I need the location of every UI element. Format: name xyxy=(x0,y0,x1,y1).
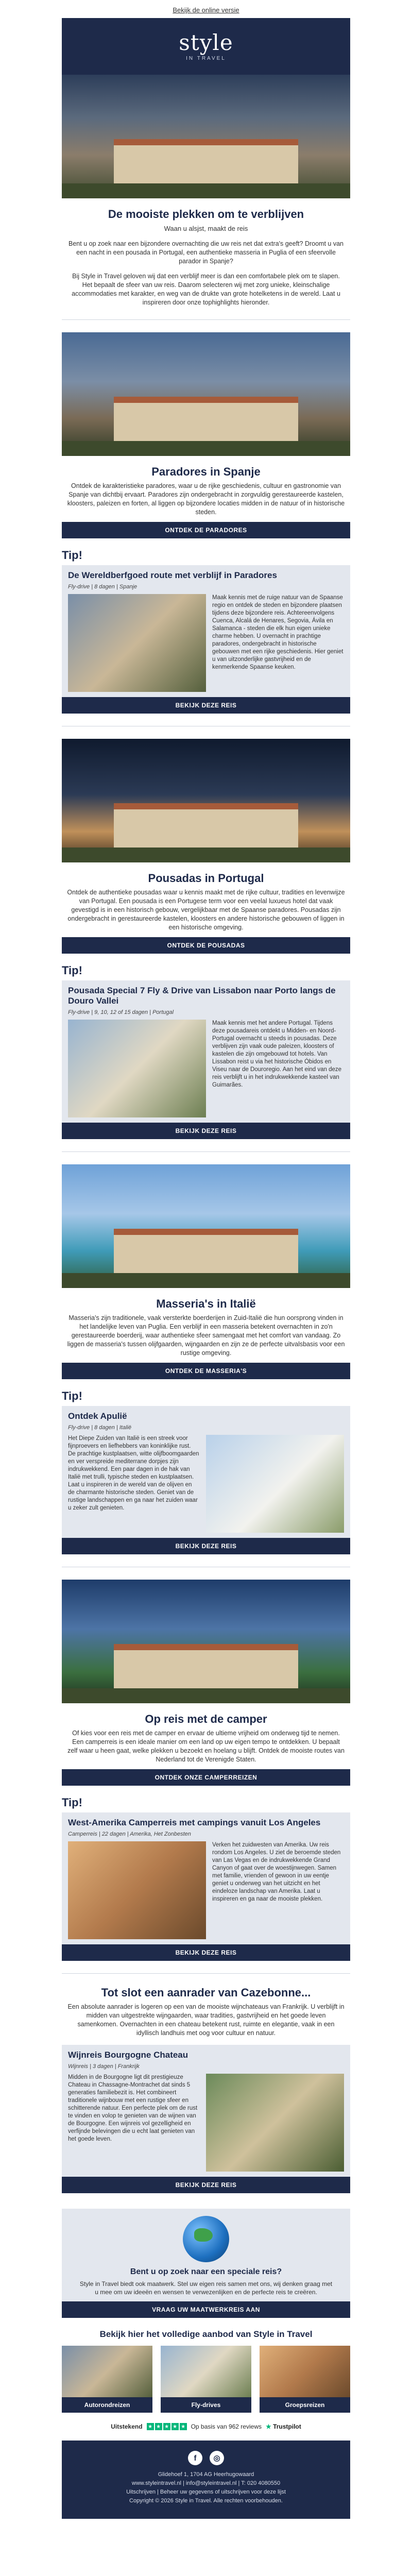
star-icon: ★ xyxy=(163,2423,170,2430)
footer-contact[interactable]: www.styleintravel.nl | info@styleintravel.nl | T: 020 4080550 xyxy=(131,2480,281,2486)
star-icon: ★ xyxy=(147,2423,154,2430)
tip-title[interactable]: Pousada Special 7 Fly & Drive van Lissabon naar Porto langs de Douro Vallei xyxy=(68,986,336,1006)
final-tip-title[interactable]: Wijnreis Bourgogne Chateau xyxy=(68,2050,188,2060)
offer-card-fly-drives[interactable] xyxy=(161,2346,251,2413)
tip-cta-button[interactable]: BEKIJK DEZE REIS xyxy=(62,697,350,714)
paradores-image[interactable] xyxy=(62,332,350,456)
tip-meta: Fly-drive | 8 dagen | Spanje xyxy=(68,584,138,590)
card-label[interactable]: Autorondreizen xyxy=(62,2397,152,2413)
tip-box xyxy=(62,1812,350,1961)
tip-meta: Camperreis | 22 dagen | Amerika, Het Zonbesten xyxy=(68,1831,191,1837)
pousadas-image[interactable] xyxy=(62,739,350,862)
trust-label: Uitstekend xyxy=(111,2423,143,2430)
view-online-link[interactable]: Bekijk de online versie xyxy=(173,6,239,14)
tip-title[interactable]: De Wereldberfgoed route met verblijf in Paradores xyxy=(68,570,277,580)
tip-title[interactable]: West-Amerika Camperreis met campings vanuit Los Angeles xyxy=(68,1818,321,1827)
pousadas-title: Pousadas in Portugal xyxy=(148,872,264,885)
hero-image[interactable] xyxy=(62,75,350,198)
paradores-text: Ontdek de karakteristieke paradores, waar u de rijke geschiedenis, cultuur en gastronomie van Spanje van dichtbij ervaart. Paradores zijn ondergebracht in zorgvuldig gerestaureerde kastelen, kloosters, paleizen en forten, al liggen op bijzondere locaties midden in de natuur of in historische steden. xyxy=(67,482,345,516)
special-text: Style in Travel biedt ook maatwerk. Stel uw eigen reis samen met ons, wij denken graag met u mee om uw ideeën en wensen te verwezenlijken en de perfecte reis te creëren. xyxy=(79,2280,333,2296)
tip-label: Tip! xyxy=(62,549,82,562)
tip-label: Tip! xyxy=(62,1796,82,1809)
tip-box xyxy=(62,980,350,1139)
special-trip-block xyxy=(62,2209,350,2318)
card-image[interactable] xyxy=(161,2346,251,2397)
trust-score: Op basis van 962 reviews xyxy=(191,2423,262,2430)
trustpilot-star-icon: ★ xyxy=(265,2423,271,2430)
instagram-icon[interactable]: ◎ xyxy=(210,2451,224,2465)
tip-image[interactable] xyxy=(206,1435,344,1533)
tip-row xyxy=(68,1841,344,1939)
final-tip-image[interactable] xyxy=(206,2074,344,2172)
tip-text: Het Diepe Zuiden van Italië is een streek voor fijnproevers en liefhebbers van koninklijke rust. De prachtige kustplaatsen, witte olijfboomgaarden en ver verspreide mediterrane dorpjes zijn indrukwekkend. Een paar dagen in de hak van Italië met trulli, typische steden en kustplaatsen. Laat u inspireren in de wereld van de olijven en de charmante historische steden. Geniet van de rustige landschappen en ga naar het zuiden waar u zeker zult genieten. xyxy=(68,1435,199,1511)
intro-block xyxy=(67,224,345,307)
star-icon: ★ xyxy=(180,2423,187,2430)
brand-logo-sub: IN TRAVEL xyxy=(186,55,226,61)
final-tip-meta: Wijnreis | 3 dagen | Frankrijk xyxy=(68,2063,140,2070)
tip-label: Tip! xyxy=(62,1389,82,1402)
tip-text: Maak kennis met de ruige natuur van de Spaanse regio en ontdek de steden en bijzondere plaatsen tijdens deze bijzondere reis. Achtereenvolgens Cuenca, Alcalá de Henares, Segovia, Ávila en Salamanca - steden die elk hun eigen unieke charme hebben. U overnacht in prachtige paradores, ondergebracht in historische gebouwen met een rijke geschiedenis. Hier geniet u van uitzonderlijke gastvrijheid en de kenmerkende Spaanse keuken. xyxy=(212,595,344,670)
special-title: Bent u op zoek naar een speciale reis? xyxy=(130,2267,282,2276)
card-label[interactable]: Fly-drives xyxy=(161,2397,251,2413)
tip-image[interactable] xyxy=(68,1020,206,1117)
tip-image[interactable] xyxy=(68,1841,206,1939)
rating-stars xyxy=(147,2423,187,2430)
paradores-title: Paradores in Spanje xyxy=(151,465,261,478)
masserias-text: Masseria's zijn traditionele, vaak versterkte boerderijen in Zuid-Italië die hun oorsprong vinden in het landelijke leven van Puglia. Een verblijf in een masseria betekent overnachten in zo'n gerestaureerde boerderij, waar authentieke sfeer samengaat met het comfort van vandaag. Zo liggen de masseria's tussen olijfgaarden, wijngaarden en zijn ze de perfecte uitvalsbasis voor een rustige omgeving. xyxy=(67,1314,345,1357)
masserias-cta-button[interactable]: ONTDEK DE MASSERIA'S xyxy=(62,1363,350,1379)
intro-title: De mooiste plekken om te verblijven xyxy=(108,208,304,221)
intro-paragraph-1: Bent u op zoek naar een bijzondere overnachting die uw reis net dat extra's geeft? Droomt u van een nacht in een pousada in Portugal, een authentieke masseria in Puglia of een sfeervolle parador in Spanje? xyxy=(68,240,344,265)
offer-card-groepsreizen[interactable] xyxy=(260,2346,350,2413)
final-tip-text: Midden in de Bourgogne ligt dit prestigieuze Chateau in Chassagne-Montrachet dat sinds 5 generaties familiebezit is. Het combineert traditionele wijnbouw met een rustige sfeer en schitterende natuur. Een perfecte plek om de rust te vinden en volop te genieten van de wijnen van de Bourgogne. Een wijnreis vol gezelligheid en verfijnde belevingen die u echt laat genieten van het goede leven. xyxy=(68,2074,198,2142)
tip-text: Verken het zuidwesten van Amerika. Uw reis rondom Los Angeles. U ziet de beroemde steden van Las Vegas en de indrukwekkende Grand Canyon of gaat over de woestijnwegen. Samen met familie, vrienden of gewoon in uw eentje geniet u onderweg van het uitzicht en het eindeloze landschap van Amerika. Laat u inspireren en ga naar de mooiste plekken. xyxy=(212,1842,341,1902)
divider xyxy=(62,1973,350,1974)
trustpilot-wordmark: Trustpilot xyxy=(273,2423,301,2430)
tip-box xyxy=(62,565,350,714)
brand-header xyxy=(62,18,350,75)
footer xyxy=(62,2441,350,2519)
tip-row xyxy=(68,1435,344,1533)
tip-text: Maak kennis met het andere Portugal. Tijdens deze pousadareis ontdekt u Midden- en Noord-Portugal overnacht u steeds in pousadas. Deze verblijven zijn vaak oude paleizen, kloosters of kastelen die zijn omgebouwd tot hotels. Van Lissabon reist u via het historische Óbidos en Viseu naar de Douroregio. Aan het eind van deze reis verblijft u in het indrukwekkende kasteel van Guimarães. xyxy=(212,1020,342,1088)
tip-image[interactable] xyxy=(68,594,206,692)
divider xyxy=(62,1151,350,1152)
final-text: Een absolute aanrader is logeren op een van de mooiste wijnchateaus van Frankrijk. U verblijft in midden van uitgestrekte wijngaarden, waar tradities, gastvrijheid en het goede leven samenkomen. Overnachten in een chateau betekent rust, ruimte en elegantie, vaak in een idyllisch landhuis met oog voor cultuur en natuur. xyxy=(67,2003,345,2037)
tip-row xyxy=(68,594,344,692)
tip-meta: Fly-drive | 8 dagen | Italië xyxy=(68,1425,132,1431)
pousadas-text: Ontdek de authentieke pousadas waar u kennis maakt met de rijke cultuur, tradities en levenwijze van Portugal. Een pousada is een Portugese term voor een veelal luxueus hotel dat vaak gevestigd is in een historisch gebouw, vergelijkbaar met de Spaanse paradores. Pousadas zijn ondergebracht in gerestaureerde kastelen, kloosters en andere historische gebouwen of liggen in een historische omgeving. xyxy=(67,889,345,931)
tip-cta-button[interactable]: BEKIJK DEZE REIS xyxy=(62,1123,350,1139)
final-tip-box xyxy=(62,2045,350,2193)
tip-label: Tip! xyxy=(62,964,82,977)
paradores-cta-button[interactable]: ONTDEK DE PARADORES xyxy=(62,522,350,538)
social-links xyxy=(62,2451,350,2465)
card-image[interactable] xyxy=(62,2346,152,2397)
footer-unsubscribe[interactable]: Uitschrijven | Beheer uw gegevens of uitschrijven voor deze lijst xyxy=(126,2489,286,2495)
tip-title[interactable]: Ontdek Apulië xyxy=(68,1411,127,1421)
trustpilot-logo xyxy=(266,2423,301,2430)
footer-copyright: Copyright © 2026 Style in Travel. Alle rechten voorbehouden. xyxy=(129,2498,283,2504)
globe-icon xyxy=(183,2216,229,2262)
final-title: Tot slot een aanrader van Cazebonne... xyxy=(101,1986,311,1999)
final-tip-row xyxy=(68,2074,344,2172)
tip-cta-button[interactable]: BEKIJK DEZE REIS xyxy=(62,1538,350,1554)
brand-logo[interactable]: style xyxy=(179,29,233,55)
tip-cta-button[interactable]: BEKIJK DEZE REIS xyxy=(62,1944,350,1961)
card-label[interactable]: Groepsreizen xyxy=(260,2397,350,2413)
email-container xyxy=(62,18,350,2519)
camper-cta-button[interactable]: ONTDEK ONZE CAMPERREIZEN xyxy=(62,1769,350,1786)
tip-row xyxy=(68,1020,344,1117)
masserias-image[interactable] xyxy=(62,1164,350,1288)
intro-subtitle: Waan u alsjst, maakt de reis xyxy=(164,225,248,232)
camper-image[interactable] xyxy=(62,1580,350,1703)
star-icon: ★ xyxy=(155,2423,162,2430)
footer-address: Glidehoef 1, 1704 AG Heerhugowaard xyxy=(158,2471,254,2478)
star-icon: ★ xyxy=(171,2423,179,2430)
offer-cards xyxy=(62,2346,350,2413)
camper-text: Of kies voor een reis met de camper en ervaar de ultieme vrijheid om onderweg tijd te nemen. Een camperreis is een ideale manier om een land op uw eigen tempo te ontdekken. U bepaalt zelf waar u heen gaat, welke plekken u bezoekt en hoelang u blijft. Ontdek de mooiste routes van Nederland tot de Verenigde Staten. xyxy=(67,1730,345,1763)
special-cta-button[interactable]: VRAAG UW MAATWERKREIS AAN xyxy=(62,2301,350,2318)
camper-title: Op reis met de camper xyxy=(145,1713,267,1725)
offer-card-autorondreizen[interactable] xyxy=(62,2346,152,2413)
card-image[interactable] xyxy=(260,2346,350,2397)
tip-meta: Fly-drive | 9, 10, 12 of 15 dagen | Portugal xyxy=(68,1009,174,1015)
trustpilot-bar[interactable] xyxy=(62,2423,350,2430)
divider xyxy=(62,319,350,320)
final-cta-button[interactable]: BEKIJK DEZE REIS xyxy=(62,2177,350,2193)
tip-box xyxy=(62,1406,350,1554)
pousadas-cta-button[interactable]: ONTDEK DE POUSADAS xyxy=(62,937,350,954)
intro-paragraph-2: Bij Style in Travel geloven wij dat een verblijf meer is dan een comfortabele plek om te slapen. Het bepaalt de sfeer van uw reis. Daarom selecteren wij met zorg unieke, kleinschalige accommodaties met karakter, en weg van de drukte van grote hotelketens in de wereld. Laat u inspireren door onze tophighlights hieronder. xyxy=(72,273,340,306)
offer-title: Bekijk hier het volledige aanbod van Style in Travel xyxy=(99,2329,313,2339)
facebook-icon[interactable]: f xyxy=(188,2451,202,2465)
masserias-title: Masseria's in Italië xyxy=(156,1297,256,1310)
